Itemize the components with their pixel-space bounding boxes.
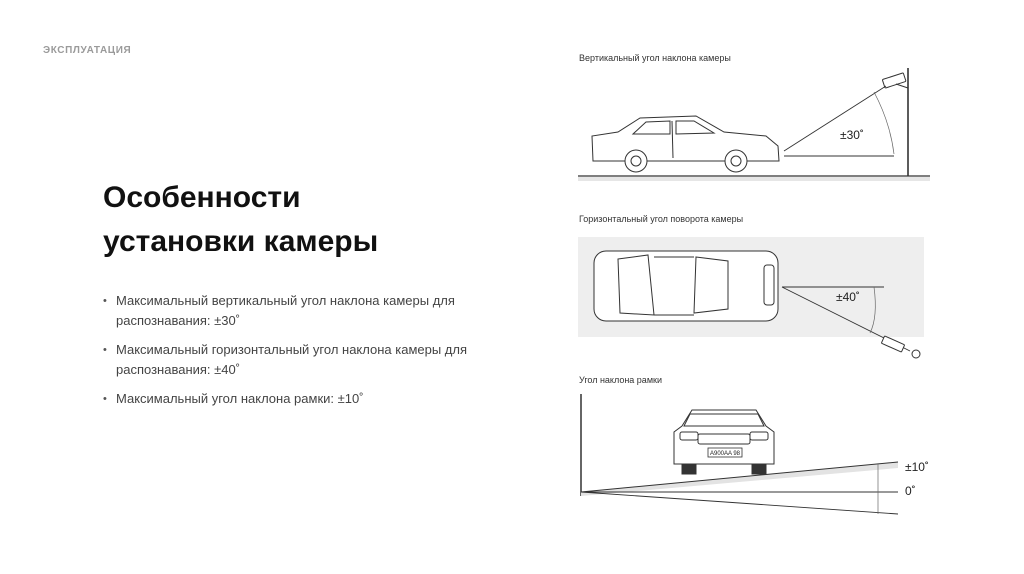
license-plate-text: A900AA 98	[709, 451, 741, 457]
list-item-line-2: распознавания: ±40˚	[116, 362, 241, 377]
list-item	[103, 291, 503, 331]
slide-title-line-2: установки камеры	[103, 225, 379, 258]
bullet-marker: •	[103, 344, 107, 356]
list-item-line-1: Максимальный угол наклона рамки: ±10˚	[116, 391, 364, 406]
horizontal-angle-caption: Горизонтальный угол поворота камеры	[579, 214, 744, 224]
slide-title-line-1: Особенности	[103, 181, 301, 214]
angle-arc	[874, 92, 894, 154]
list-item-line-1: Максимальный горизонтальный угол наклона камеры для	[116, 342, 468, 357]
camera-icon	[882, 73, 908, 88]
view-line-upper	[784, 86, 886, 151]
bullet-marker: •	[103, 393, 107, 405]
frame-angle-label-top: ±10˚	[905, 460, 929, 474]
section-label: ЭКСПЛУАТАЦИЯ	[43, 45, 132, 56]
car-top-icon	[594, 251, 778, 321]
slide-title	[103, 176, 523, 264]
camera-icon	[881, 336, 920, 358]
vertical-angle-diagram	[578, 66, 938, 186]
list-item	[103, 340, 503, 380]
ground-hatch	[578, 177, 930, 181]
frame-angle-diagram	[578, 392, 958, 520]
lower-slope-line	[581, 492, 898, 514]
car-side-icon	[592, 116, 779, 172]
list-item-line-1: Максимальный вертикальный угол наклона камеры для	[116, 293, 455, 308]
horizontal-angle-label: ±40˚	[836, 290, 860, 304]
vertical-angle-label: ±30˚	[840, 128, 864, 142]
slope-line	[581, 462, 898, 492]
horizontal-angle-diagram	[578, 237, 928, 369]
car-front-icon	[674, 410, 774, 474]
slope-fill	[581, 462, 898, 496]
list-item	[103, 389, 503, 409]
vertical-angle-caption: Вертикальный угол наклона камеры	[579, 53, 731, 63]
feature-list	[103, 291, 503, 418]
bullet-marker: •	[103, 295, 107, 307]
frame-angle-caption: Угол наклона рамки	[579, 375, 662, 385]
list-item-line-2: распознавания: ±30˚	[116, 313, 241, 328]
frame-angle-label-bottom: 0˚	[905, 484, 916, 498]
